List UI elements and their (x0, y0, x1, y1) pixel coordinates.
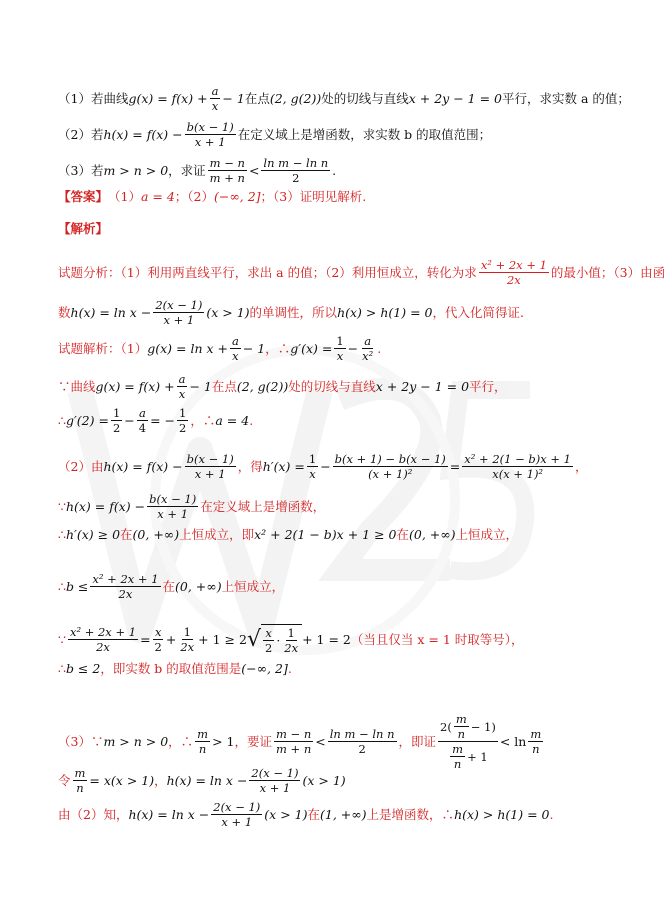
fraction: $\frac{1}{2}$ (179, 406, 187, 435)
fraction: $\frac{a}{x}$ (211, 84, 219, 113)
fraction: $\frac{2(x - 1)}{x + 1}$ (251, 766, 299, 795)
compound-fraction: 2( $\frac{m}{n}$ − 1) $\frac{m}{n}$ + 1 (440, 712, 496, 771)
fraction: $\frac{m}{n}$ (197, 727, 209, 756)
fraction: $\frac{b(x + 1) - b(x - 1)}{\text{(x + 1)²}}$ (334, 452, 446, 481)
answer-label: 【答案】 (58, 189, 109, 204)
hint-line-2: 数 h(x) = ln x − $\frac{2(x - 1)}{x + 1}$ (x > 1) 的单调性，所以 h(x) > h(1) = 0 ，代入化简得证. (58, 298, 524, 327)
solution-1-line-1: 试题解析：（1） g(x) = ln x + $\frac{a}{x}$ − 1 ，∴ g′(x) = $\frac{1}{x}$ − $\frac{a}{\text{x²}}$ . (58, 334, 382, 363)
solution-2-line-3: ∴ h′(x) ≥ 0 在 (0, +∞) 上恒成立，即 x² + 2(1 − b)x + 1 ≥ 0 在 (0, +∞) 上恒成立， (58, 527, 519, 542)
solution-2-line-4: ∴ b ≤ $\frac{\text{x² + 2x + 1}}{2x}$ 在 (0, +∞) 上恒成立， (58, 572, 285, 601)
fraction: $\frac{m - n}{m + n}$ (209, 156, 245, 185)
solution-2-line-2: ∵ h(x) = f(x) − $\frac{b(x - 1)}{x + 1}$ 在定义域上是增函数， (58, 492, 326, 521)
fraction: $\frac{m}{n}$ (452, 742, 464, 771)
fraction: $\frac{1}{2}$ (112, 406, 121, 435)
square-root: √ $\frac{x}{2}$ · $\frac{1}{2x}$ (247, 624, 302, 655)
solution-1-line-2: ∵曲线 g(x) = f(x) + $\frac{a}{x}$ − 1 在点 (2, g(2)) 处的切线与直线 x + 2y − 1 = 0 平行， (58, 372, 507, 401)
fraction: $\frac{1}{x}$ (308, 452, 317, 481)
fraction: $\frac{m}{n}$ (455, 712, 467, 741)
fraction: $\frac{b(x - 1)}{x + 1}$ (149, 492, 197, 521)
problem-part-1: （1）若曲线 g(x) = f(x) + $\frac{a}{x}$ − 1 在点 (2, g(2)) 处的切线与直线 x + 2y − 1 = 0 平行，求实数 a 的值； (58, 84, 630, 113)
fraction: $\frac{\text{x² + 2x + 1}}{2x}$ (480, 258, 547, 287)
problem-part-3: （3）若 m > n > 0 ，求证 $\frac{m - n}{m + n}$ < $\frac{\text{ln m − ln n}}{2}$ . (58, 156, 337, 185)
fraction: $\frac{1}{2x}$ (284, 626, 299, 655)
fraction: $\frac{\text{x² + 2x + 1}}{2x}$ (69, 625, 137, 654)
hint-line-1: 试题分析：（1）利用两直线平行，求出 a 的值；（2）利用恒成立，转化为求 $\frac{\text{x² + 2x + 1}}{2x}$ 的最小值；（3）由函 (58, 258, 665, 287)
solution-3-line-2: 令 $\frac{m}{n}$ = x(x > 1) ， h(x) = ln x − $\frac{2(x - 1)}{x + 1}$ (x > 1) (58, 766, 346, 795)
solution-2-line-6: ∴ b ≤ 2 ，即实数 b 的取值范围是 (−∞, 2] . (58, 661, 292, 676)
fraction: $\frac{\text{ln m − ln n}}{2}$ (263, 156, 329, 185)
solution-3-line-3: 由（2）知， h(x) = ln x − $\frac{2(x - 1)}{x + 1}$ (x > 1) 在 (1, +∞) 上是增函数，∴ h(x) > h(1) = 0 . (58, 800, 554, 829)
fraction: $\frac{1}{x}$ (336, 334, 344, 363)
fraction: $\frac{a}{\text{x²}}$ (362, 334, 374, 363)
fraction: $\frac{\text{x² + 2x + 1}}{2x}$ (92, 572, 159, 601)
solution-2-line-1: （2）由 h(x) = f(x) − $\frac{b(x - 1)}{x + 1}$ ，得 h′(x) = $\frac{1}{x}$ − $\frac{b(x + 1) - b(x - 1)}{\text{(x + 1)²}}$ = $\frac{\text{x² + 2(1 − b)x + 1}}{\text{x(x + 1)²}}$ ， (58, 452, 588, 481)
answer-line: 【答案】 （1） a = 4 ；（2） (−∞, 2] ；（3）证明见解析. (58, 189, 367, 204)
analysis-label: 【解析】 (58, 221, 109, 236)
fraction: $\frac{b(x - 1)}{x + 1}$ (186, 452, 234, 481)
fraction: $\frac{x}{2}$ (154, 625, 162, 654)
solution-1-line-3: ∴ g′(2) = $\frac{1}{2}$ − $\frac{a}{4}$ = − $\frac{1}{2}$ ，∴ a = 4 . (58, 406, 254, 435)
fraction: $\frac{x}{2}$ (264, 626, 273, 655)
fraction: $\frac{m - n}{m + n}$ (276, 727, 312, 756)
solution-2-line-5: ∵ $\frac{\text{x² + 2x + 1}}{2x}$ = $\frac{x}{2}$ + $\frac{1}{2x}$ + 1 ≥ 2 √ $\frac{x}{2}$ · $\frac{1}{2x}$ + 1 = 2 （当且仅当 x = 1 时取等号）， (58, 625, 524, 655)
fraction: $\frac{m}{n}$ (74, 766, 86, 795)
fraction: $\frac{\text{x² + 2(1 − b)x + 1}}{\text{x(x + 1)²}}$ (464, 452, 571, 481)
fraction: $\frac{a}{x}$ (178, 372, 186, 401)
fraction: $\frac{a}{4}$ (138, 406, 147, 435)
solution-3-line-1: （3）∵ m > n > 0 ，∴ $\frac{m}{n}$ > 1 ，要证 $\frac{m - n}{m + n}$ < $\frac{\text{ln m − ln n}}{2}$ ，即证 2( $\frac{m}{n}$ − 1) $\frac{m}{n}$ + 1 < ln $\frac{m}{n}$ (58, 712, 542, 771)
fraction: $\frac{2(x - 1)}{x + 1}$ (213, 800, 261, 829)
fraction: $\frac{b(x - 1)}{x + 1}$ (186, 120, 234, 149)
fraction: $\frac{\text{ln m − ln n}}{2}$ (329, 727, 395, 756)
problem-part-2: （2）若 h(x) = f(x) − $\frac{b(x - 1)}{x + 1}$ 在定义域上是增函数，求实数 b 的取值范围； (58, 120, 492, 149)
fraction: $\frac{a}{x}$ (231, 334, 239, 363)
fraction: $\frac{m}{n}$ (530, 727, 542, 756)
radical-sign-icon: √ (246, 626, 261, 652)
fraction: $\frac{2(x - 1)}{x + 1}$ (155, 298, 203, 327)
fraction: $\frac{1}{2x}$ (180, 625, 195, 654)
